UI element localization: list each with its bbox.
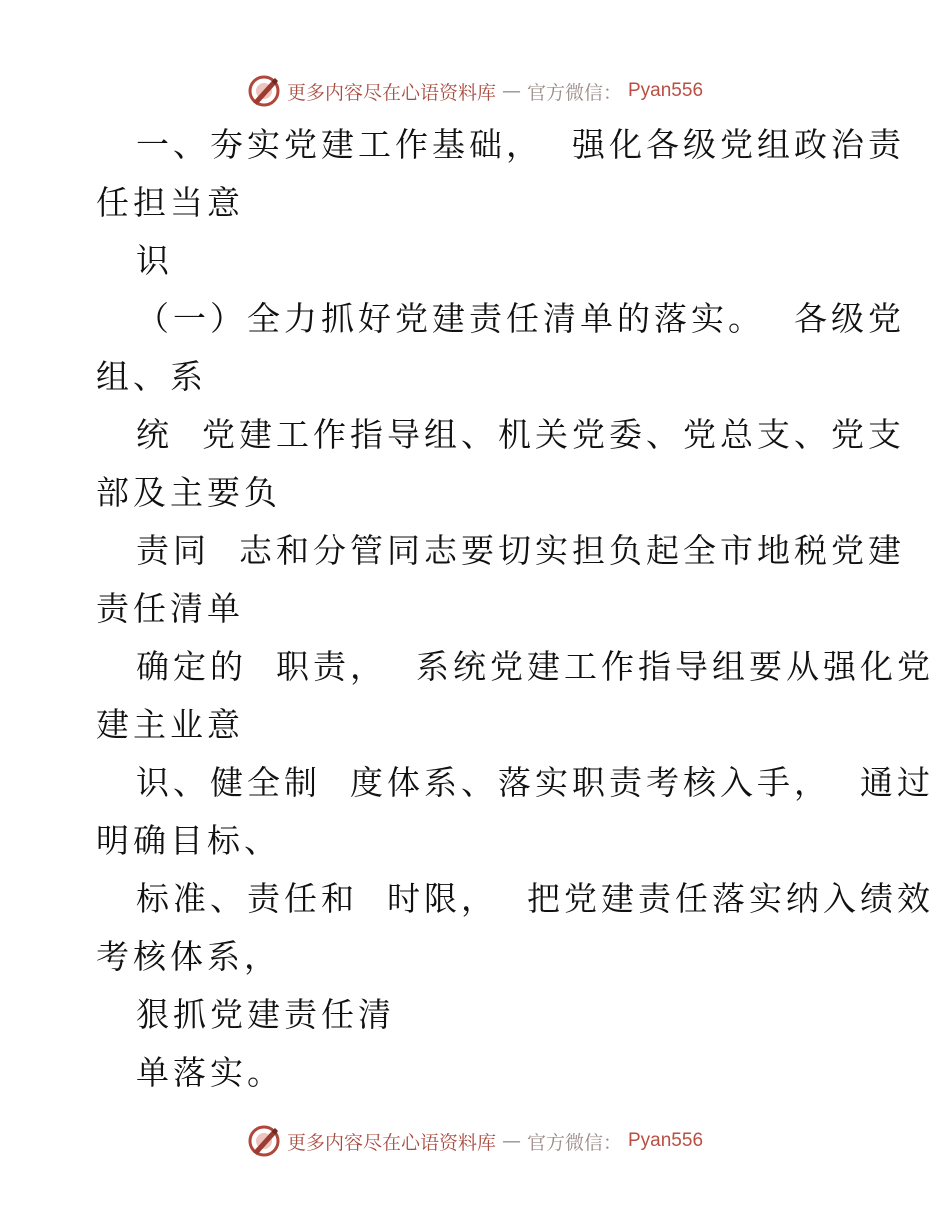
banner-label: 官方微信：	[526, 81, 622, 104]
text-line: 识、健全制 度体系、落实职责考核入手， 通过	[136, 763, 934, 802]
banner-text: 更多内容尽在心语资料库	[286, 81, 496, 104]
text-line: 明确目标、	[96, 821, 281, 860]
text-line: 责同 志和分管同志要切实担负起全市地税党建	[136, 531, 905, 570]
banner-label: 官方微信：	[526, 1131, 622, 1154]
text-line: 建主业意	[96, 705, 244, 744]
banner-text: 更多内容尽在心语资料库	[286, 1131, 496, 1154]
text-line: 任担当意	[96, 183, 244, 222]
text-line: （一）全力抓好党建责任清单的落实。 各级党	[136, 299, 905, 338]
banner-dash: —	[501, 80, 521, 102]
text-line: 考核体系，	[96, 937, 281, 976]
text-line: 识	[136, 241, 173, 280]
banner-dash: —	[501, 1130, 521, 1152]
text-line: 狠抓党建责任清	[136, 995, 395, 1034]
pen-seal-logo-icon	[247, 1124, 281, 1158]
document-body	[96, 116, 934, 1102]
text-line: 确定的 职责， 系统党建工作指导组要从强化党	[136, 647, 934, 686]
banner-wechat-id: Pyan556	[628, 1130, 704, 1151]
text-line: 部及主要负	[96, 473, 281, 512]
text-line: 统 党建工作指导组、机关党委、党总支、党支	[136, 415, 905, 454]
text-line: 责任清单	[96, 589, 244, 628]
text-line: 单落实。	[136, 1053, 284, 1092]
text-line: 一、夯实党建工作基础， 强化各级党组政治责	[136, 125, 905, 164]
pen-seal-logo-icon	[247, 74, 281, 108]
banner-wechat-id: Pyan556	[628, 80, 704, 101]
text-line: 标准、责任和 时限， 把党建责任落实纳入绩效	[136, 879, 934, 918]
header-banner	[0, 74, 950, 108]
footer-banner	[0, 1124, 950, 1158]
text-line: 组、系	[96, 357, 207, 396]
